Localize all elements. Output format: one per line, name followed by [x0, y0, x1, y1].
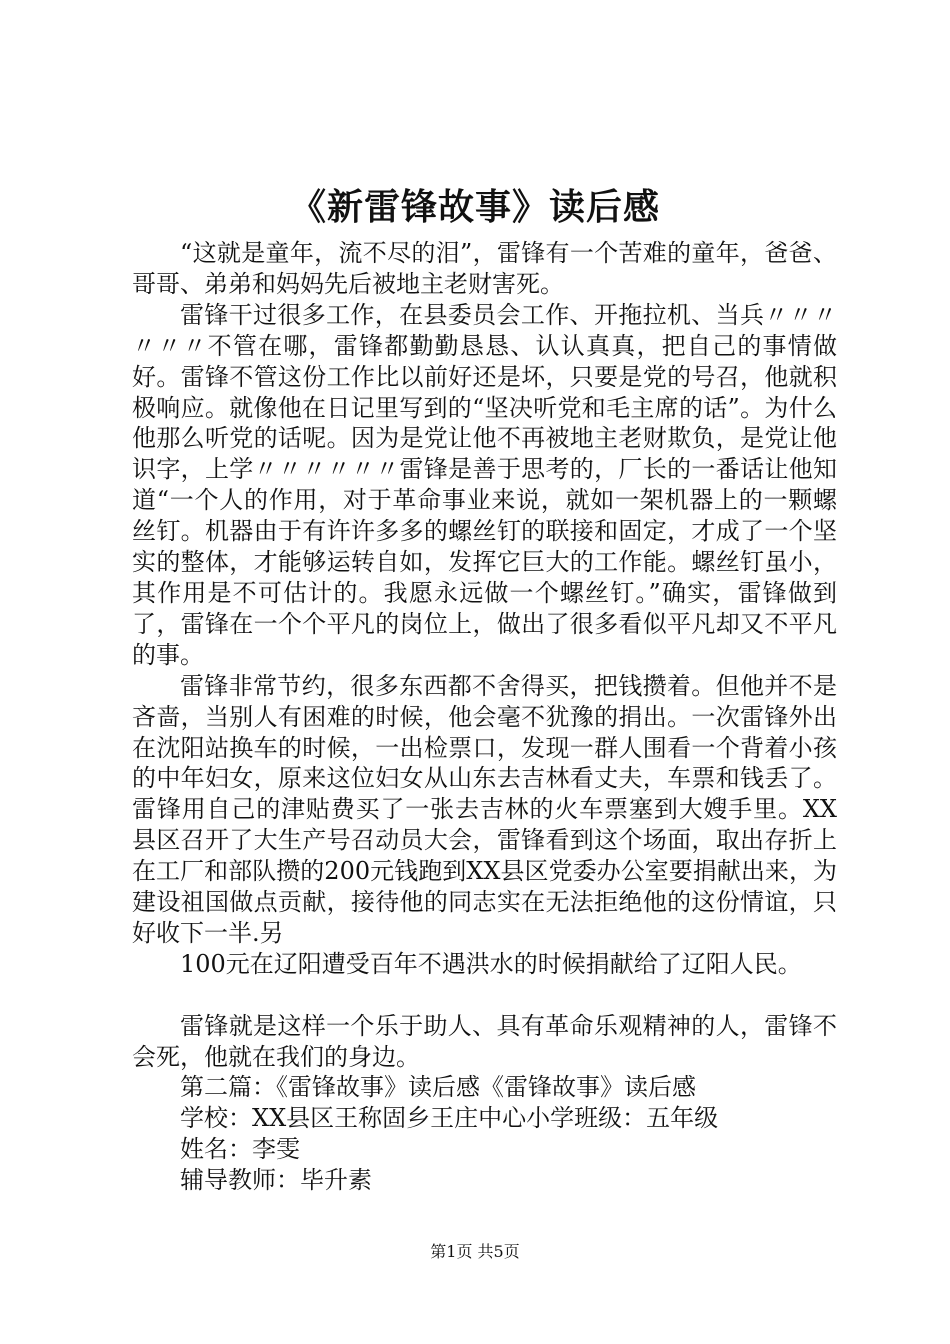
- paragraph-school: 学校：XX县区王称固乡王庄中心小学班级：五年级: [180, 1104, 719, 1133]
- paragraph-donation: 100元在辽阳遭受百年不遇洪水的时候捐献给了辽阳人民。: [180, 949, 802, 978]
- paragraph-conclusion: 雷锋就是这样一个乐于助人、具有革命乐观精神的人，雷锋不会死，他就在我们的身边。: [132, 1011, 837, 1071]
- paragraph-work: 雷锋干过很多工作，在县委员会工作、开拖拉机、当兵〃〃〃〃〃〃不管在哪，雷锋都勤勤恳恳、认认真真，把自己的事情做好。雷锋不管这份工作比以前好还是坏，只要是党的号召，他就积极响应。就像他在日记里写到的“坚决听党和毛主席的话”。为什么他那么听党的话呢。因为是党让他不再被地主老财欺负，是党让他识字，上学〃〃〃〃〃〃雷锋是善于思考的，厂长的一番话让他知道“一个人的作用，对于革命事业来说，就如一架机器上的一颗螺丝钉。机器由于有许许多多的螺丝钉的联接和固定，才成了一个坚实的整体，才能够运转自如，发挥它巨大的工作能。螺丝钉虽小，其作用是不可估计的。我愿永远做一个螺丝钉。”确实，雷锋做到了，雷锋在一个个平凡的岗位上，做出了很多看似平凡却又不平凡的事。: [132, 300, 837, 669]
- paragraph-name: 姓名：李雯: [180, 1135, 300, 1164]
- document-title: 《新雷锋故事》读后感: [289, 186, 660, 228]
- paragraph-teacher: 辅导教师：毕升素: [180, 1166, 372, 1195]
- paragraph-frugal: 雷锋非常节约，很多东西都不舍得买，把钱攒着。但他并不是吝啬，当别人有困难的时候，他会毫不犹豫的捐出。一次雷锋外出在沈阳站换车的时候，一出检票口，发现一群人围看一个背着小孩的中年妇女，原来这位妇女从山东去吉林看丈夫，车票和钱丢了。雷锋用自己的津贴费买了一张去吉林的火车票塞到大嫂手里。XX县区召开了大生产号召动员大会，雷锋看到这个场面，取出存折上在工厂和部队攒的200元钱跑到XX县区党委办公室要捐献出来，为建设祖国做点贡献，接待他的同志实在无法拒绝他的这份情谊，只好收下一半.另: [132, 671, 837, 947]
- page-number: 第1页 共5页: [430, 1242, 520, 1261]
- paragraph-second-title: 第二篇：《雷锋故事》读后感《雷锋故事》读后感: [180, 1073, 696, 1102]
- document-body: [132, 238, 837, 1196]
- paragraph-childhood: “这就是童年，流不尽的泪”，雷锋有一个苦难的童年，爸爸、哥哥、弟弟和妈妈先后被地主老财害死。: [132, 239, 837, 298]
